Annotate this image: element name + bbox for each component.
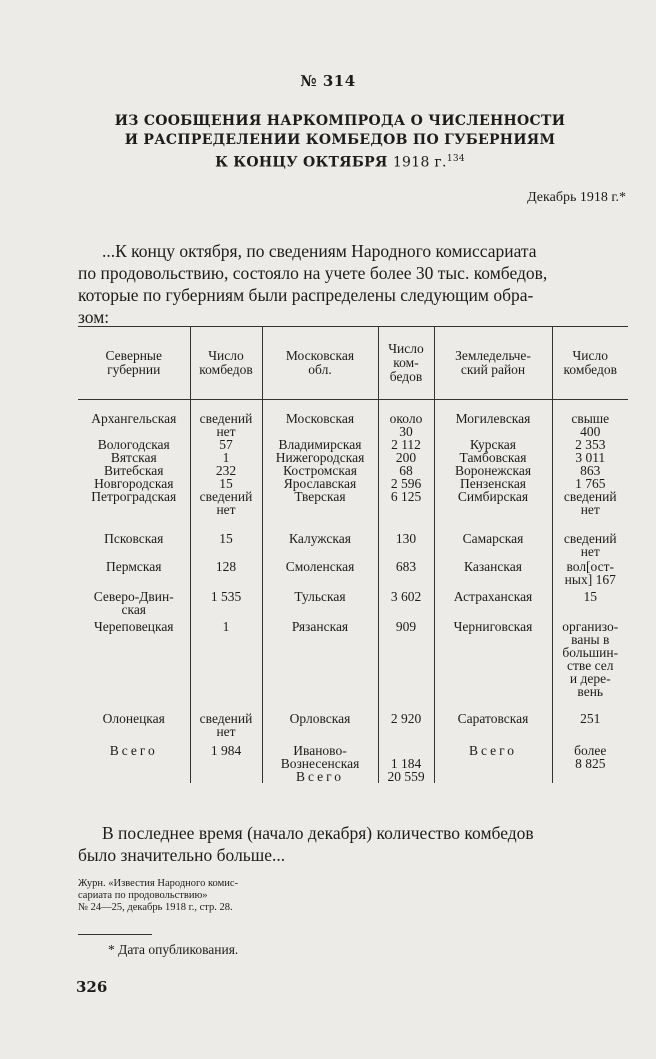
header-count-1: Число комбедов bbox=[190, 327, 262, 400]
table-row: Пермская 128 Смоленская 683 Казанская вол[ост- ных] 167 bbox=[78, 560, 628, 590]
header-count-2: Число ком- бедов bbox=[378, 327, 434, 400]
publication-date: Декабрь 1918 г.* bbox=[527, 190, 626, 205]
title-footnote-ref: 134 bbox=[446, 154, 465, 164]
table-row: Северо-Двин- ская 1 535 Тульская 3 602 Астраханская 15 bbox=[78, 590, 628, 620]
header-moscow-region: Московская обл. bbox=[262, 327, 378, 400]
table-row: Новгородская 15 Ярославская 2 596 Пензенская 1 765 bbox=[78, 477, 628, 490]
footnote: * Дата опубликования. bbox=[108, 942, 239, 957]
intro-paragraph: ...К концу октября, по сведениям Народного комиссариата по продовольствию, состояло на учете более 30 тыс. комбедов, которые по губерниям были распределены следующим обра- зом: bbox=[78, 241, 548, 327]
header-count-3: Число комбедов bbox=[552, 327, 628, 400]
table-header-row bbox=[78, 327, 628, 400]
closing-paragraph: В последнее время (начало декабря) количество комбедов было значительно больше... bbox=[78, 823, 534, 865]
table-row: Олонецкая сведений нет Орловская 2 920 Саратовская 251 bbox=[78, 712, 628, 744]
footnote-divider bbox=[78, 934, 152, 935]
header-north-provinces: Северные губернии bbox=[78, 327, 190, 400]
source-citation: Журн. «Известия Народного комис- сариата по продовольствию» № 24—25, декабрь 1918 г., стр. 28. bbox=[78, 878, 238, 913]
table-row: Вятская 1 Нижегородская 200 Тамбовская 3 011 bbox=[78, 451, 628, 464]
table-row: Вологодская 57 Владимирская 2 112 Курская 2 353 bbox=[78, 438, 628, 451]
title-line-1: ИЗ СООБЩЕНИЯ НАРКОМПРОДА О ЧИСЛЕННОСТИ bbox=[114, 113, 566, 129]
page-number: 326 bbox=[76, 978, 108, 996]
header-agricultural-region: Земледельче- ский район bbox=[434, 327, 552, 400]
table-row: Архангельская сведений нет Московская около 30 Могилевская свыше 400 bbox=[78, 412, 628, 438]
table-row: Петроградская сведений нет Тверская 6 125 Симбирская сведений нет bbox=[78, 490, 628, 532]
table-row: Череповецкая 1 Рязанская 909 Черниговская организо- ваны в большин- стве сел и дере- вень bbox=[78, 620, 628, 712]
title-line-3: К КОНЦУ ОКТЯБРЯ 1918 г.$^{134}$ bbox=[215, 154, 465, 171]
document-title bbox=[90, 112, 590, 173]
title-line-2: И РАСПРЕДЕЛЕНИИ КОМБЕДОВ ПО ГУБЕРНИЯМ bbox=[124, 132, 556, 148]
document-number: № 314 bbox=[300, 72, 356, 90]
table-total-row: Всего 1 984 Иваново- Вознесенская Всего 1 184 20 559 Всего более 8 825 bbox=[78, 744, 628, 783]
table-row: Псковская 15 Калужская 130 Самарская сведений нет bbox=[78, 532, 628, 560]
committees-table bbox=[78, 326, 628, 783]
table-row: Витебская 232 Костромская 68 Воронежская 863 bbox=[78, 464, 628, 477]
